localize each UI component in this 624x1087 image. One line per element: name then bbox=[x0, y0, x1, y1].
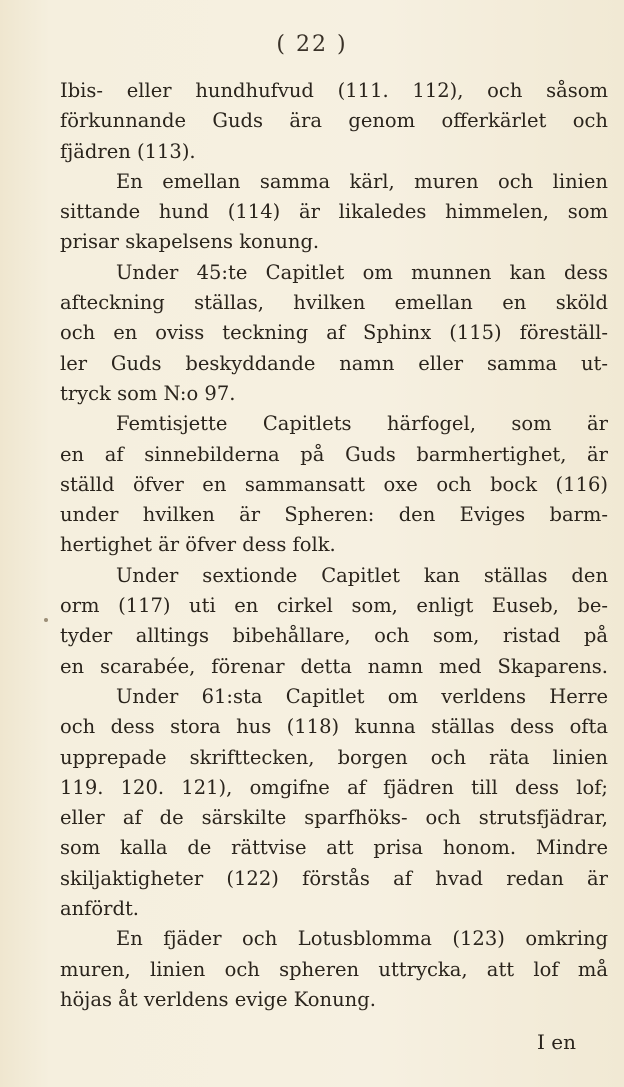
text-line: fjädren (113). bbox=[60, 139, 196, 163]
text-line: under hvilken är Spheren: den Eviges barm- bbox=[60, 503, 608, 527]
text-line: Femtisjette Capitlets härfogel, som är bbox=[116, 412, 608, 436]
text-line: en af sinnebilderna på Guds barmhertighet, är bbox=[60, 442, 608, 466]
text-line: en scarabée, förenar detta namn med Skaparens. bbox=[60, 654, 608, 678]
text-line: Under 61:sta Capitlet om verldens Herre bbox=[116, 684, 608, 708]
text-line: Ibis- eller hundhufvud (111. 112), och såsom bbox=[60, 79, 608, 102]
text-line: Under sextionde Capitlet kan ställas den bbox=[116, 563, 608, 587]
text-line: upprepade skrifttecken, borgen och räta linien bbox=[60, 745, 608, 769]
margin-mark bbox=[44, 618, 48, 622]
text-line: anfördt. bbox=[60, 897, 139, 921]
text-line: afteckning ställas, hvilken emellan en sköld bbox=[60, 291, 608, 315]
text-line: sittande hund (114) är likaledes himmelen, som bbox=[60, 200, 608, 224]
text-line: prisar skapelsens konung. bbox=[60, 230, 320, 254]
text-line: 119. 120. 121), omgifne af fjädren till dess lof; bbox=[60, 775, 608, 799]
catchword: I en bbox=[537, 1030, 576, 1054]
text-line: Under 45:te Capitlet om munnen kan dess bbox=[116, 260, 608, 284]
text-line: och en oviss teckning af Sphinx (115) föreställ- bbox=[60, 321, 608, 345]
text-line: ställd öfver en sammansatt oxe och bock (116) bbox=[60, 472, 608, 496]
text-line: tryck som N:o 97. bbox=[60, 381, 236, 405]
text-line: skiljaktigheter (122) förstås af hvad redan är bbox=[60, 866, 608, 890]
text-line: En emellan samma kärl, muren och linien bbox=[116, 169, 608, 193]
text-line: muren, linien och spheren uttrycka, att lof må bbox=[60, 957, 608, 981]
text-line: höjas åt verldens evige Konung. bbox=[60, 987, 376, 1011]
text-line: tyder alltings bibehållare, och som, ristad på bbox=[60, 624, 608, 648]
text-line: och dess stora hus (118) kunna ställas dess ofta bbox=[60, 715, 608, 739]
text-line: förkunnande Guds ära genom offerkärlet och bbox=[60, 109, 608, 133]
text-line: orm (117) uti en cirkel som, enligt Euseb, be- bbox=[60, 594, 608, 618]
text-line: En fjäder och Lotusblomma (123) omkring bbox=[116, 927, 608, 951]
text-line: som kalla de rättvise att prisa honom. Mindre bbox=[60, 836, 608, 860]
text-line: eller af de särskilte sparfhöks- och strutsfjädrar, bbox=[60, 806, 608, 830]
text-line: hertighet är öfver dess folk. bbox=[60, 533, 336, 557]
page-number: ( 22 ) bbox=[276, 32, 348, 57]
text-line: ler Guds beskyddande namn eller samma ut- bbox=[60, 351, 608, 375]
body-text bbox=[60, 76, 608, 1015]
